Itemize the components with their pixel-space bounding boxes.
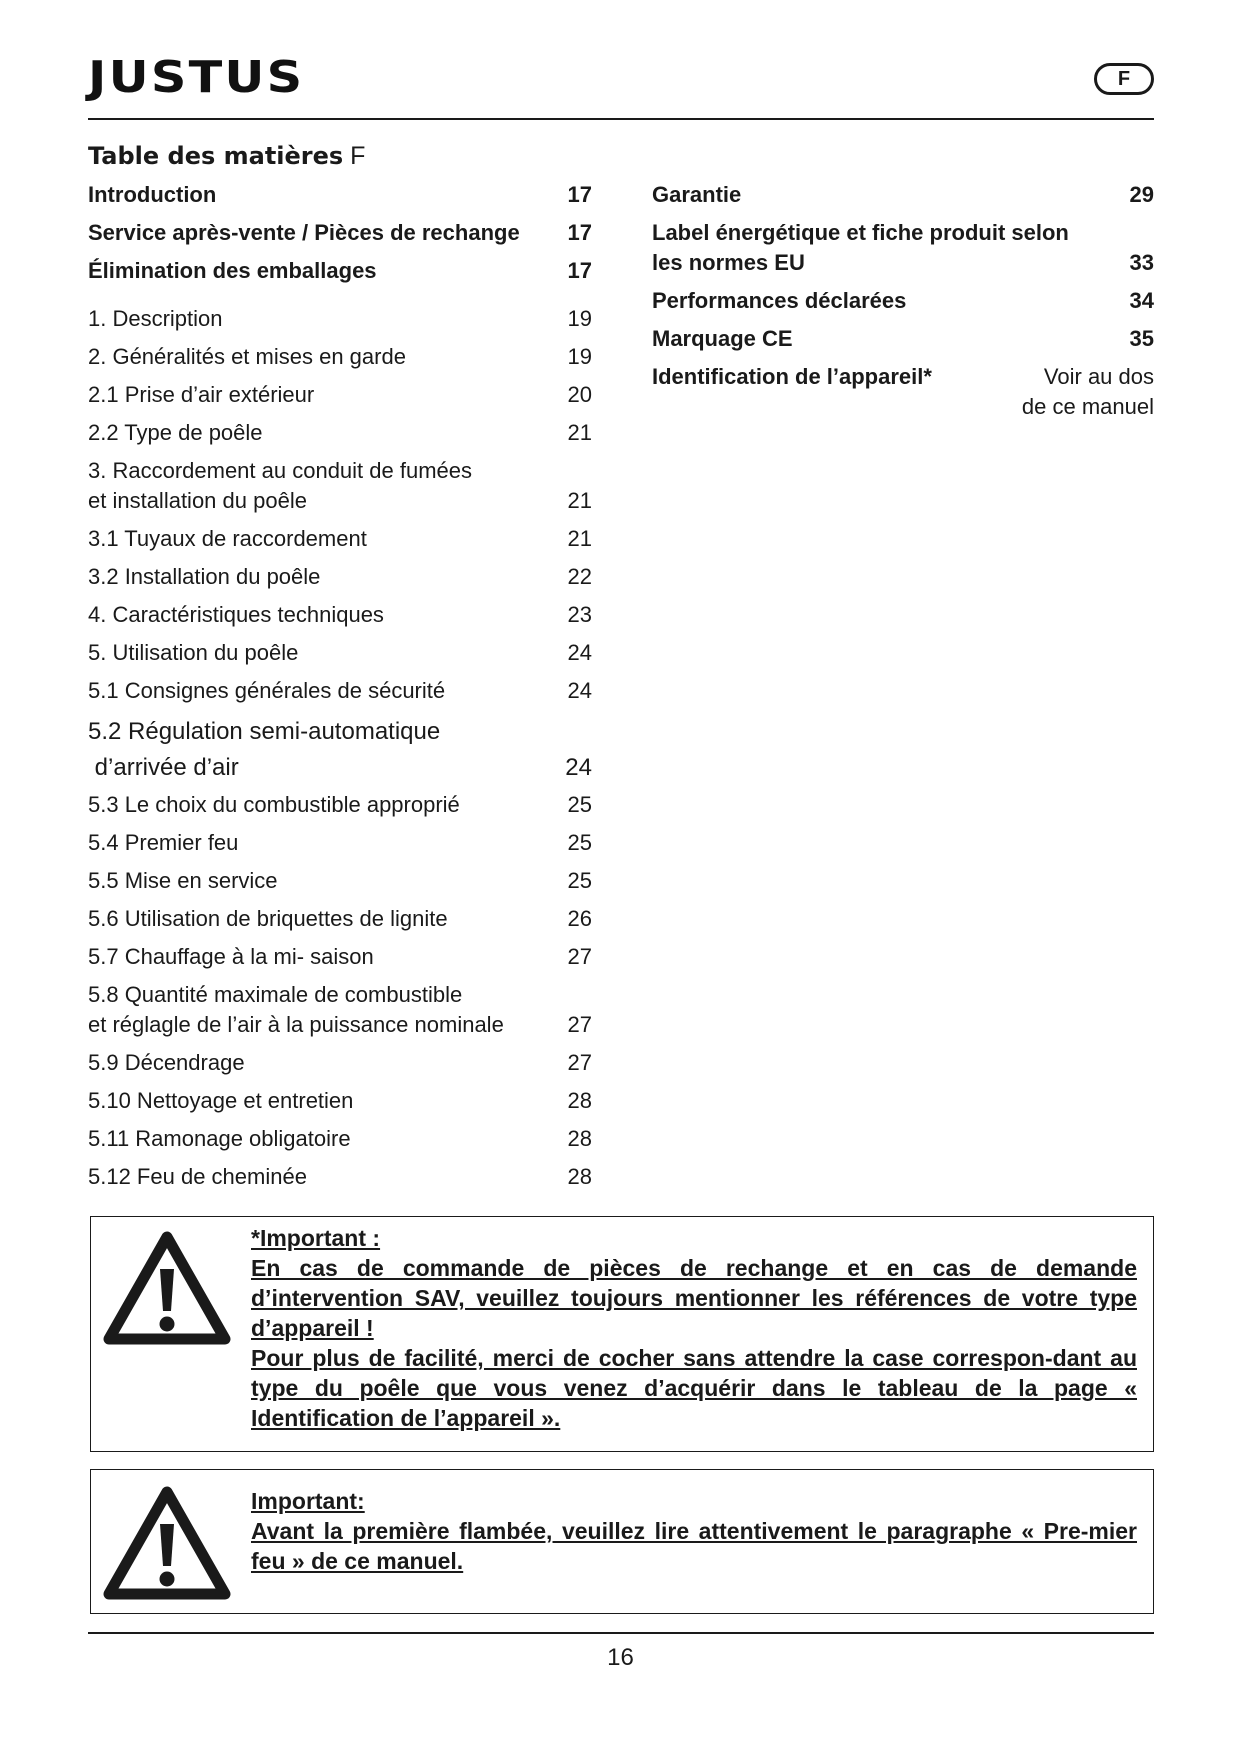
toc-entry-page [1012, 362, 1154, 422]
toc-entry-title: 2.2 Type de poêle [88, 420, 263, 445]
toc-entry-page: 28 [567, 1164, 592, 1189]
toc-entry-title: Service après-vente / Pièces de rechange [88, 220, 520, 245]
notice-heading: Important: [251, 1488, 365, 1514]
toc-entry-title-line1: 5.2 Régulation semi-automatique [88, 718, 441, 745]
toc-entry [88, 218, 592, 248]
toc-entry [88, 1162, 592, 1192]
toc-entry [88, 714, 592, 786]
toc-entry-title-line2: et installation du poêle [88, 488, 307, 513]
toc-entry-page: 34 [1129, 288, 1154, 313]
toc-entry [88, 942, 592, 972]
toc-entry [88, 1086, 592, 1116]
toc-entry-page-line2: de ce manuel [1021, 394, 1154, 419]
toc-entry-page: 25 [567, 868, 592, 893]
toc-entry-page: 21 [567, 420, 592, 445]
toc-entry-title: 5.3 Le choix du combustible approprié [88, 792, 460, 817]
toc-entry-title: 1. Description [88, 306, 223, 331]
toc-entry-title: 5.4 Premier feu [88, 830, 239, 855]
first-fire-notice-box [90, 1469, 1154, 1614]
toc-entry-page: 19 [567, 344, 592, 369]
toc-entry-title: 2. Généralités et mises en garde [88, 344, 406, 369]
header-rule [88, 118, 1154, 120]
toc-entry [88, 304, 592, 334]
toc-entry-page: 21 [567, 526, 592, 551]
toc-entry-title: Introduction [88, 182, 217, 207]
toc-entry-title-line1: 3. Raccordement au conduit de fumées [88, 458, 473, 483]
toc-entry-page: 17 [567, 182, 592, 207]
toc-entry-page: 24 [567, 678, 592, 703]
toc-entry-page: 28 [567, 1088, 592, 1113]
toc-heading-suffix: F [343, 142, 366, 170]
toc-entry [88, 256, 592, 286]
toc-entry-title-line2: et réglagle de l’air à la puissance nominale [88, 1012, 504, 1037]
toc-entry-page: 27 [567, 1012, 592, 1037]
toc-heading [88, 144, 365, 169]
toc-entry-title-line1: Label énergétique et fiche produit selon [652, 220, 1069, 245]
footer-rule [88, 1632, 1154, 1634]
toc-entry-title: Garantie [652, 182, 742, 207]
toc-entry [88, 980, 592, 1040]
toc-entry-title [652, 218, 1120, 278]
warning-triangle-icon [101, 1229, 233, 1347]
toc-entry-page: 28 [567, 1126, 592, 1151]
toc-entry-title: 5.6 Utilisation de briquettes de lignite [88, 906, 448, 931]
toc-entry-page: 24 [567, 640, 592, 665]
toc-entry [652, 180, 1154, 210]
page-number: 16 [607, 1644, 634, 1671]
toc-entry-page: 17 [567, 258, 592, 283]
toc-entry [88, 380, 592, 410]
toc-entry-title: 5.12 Feu de cheminée [88, 1164, 307, 1189]
toc-entry-title: Identification de l’appareil* [652, 364, 932, 389]
toc-entry-page: 26 [567, 906, 592, 931]
toc-entry-title: 5. Utilisation du poêle [88, 640, 299, 665]
toc-entry-title: Marquage CE [652, 326, 793, 351]
toc-entry [88, 1124, 592, 1154]
toc-entry-title: 5.7 Chauffage à la mi- saison [88, 944, 374, 969]
brand-logo: JUSTUS [88, 52, 305, 103]
toc-entry-title: 5.5 Mise en service [88, 868, 278, 893]
toc-entry [652, 218, 1154, 278]
toc-entry-page: 22 [567, 564, 592, 589]
toc-entry-title-line2: les normes EU [652, 250, 805, 275]
toc-entry [88, 342, 592, 372]
toc-entry-title [88, 714, 555, 786]
toc-entry-title: 5.10 Nettoyage et entretien [88, 1088, 354, 1113]
toc-entry-page: 21 [567, 488, 592, 513]
toc-left-column [88, 180, 592, 1200]
toc-entry [88, 676, 592, 706]
toc-entry-page: 24 [565, 754, 592, 781]
toc-entry [88, 638, 592, 668]
toc-entry-page-line1: Voir au dos [1043, 364, 1154, 389]
toc-entry [88, 180, 592, 210]
toc-entry-title: 5.1 Consignes générales de sécurité [88, 678, 446, 703]
toc-entry-page: 33 [1129, 250, 1154, 275]
toc-entry [88, 866, 592, 896]
toc-entry-page: 25 [567, 830, 592, 855]
toc-entry [652, 362, 1154, 422]
toc-entry [88, 456, 592, 516]
toc-entry-title-line2: d’arrivée d’air [88, 754, 239, 781]
warning-triangle-icon [101, 1484, 233, 1602]
toc-entry-page: 23 [567, 602, 592, 627]
toc-entry-page: 25 [567, 792, 592, 817]
toc-entry [88, 904, 592, 934]
notice-paragraph: Pour plus de facilité, merci de cocher sans attendre la case correspon-dant au type du poêle que vous venez d’acquérir dans le tableau de la page « Identification de l’appareil ». [251, 1345, 1137, 1431]
notice-heading: *Important : [251, 1225, 381, 1251]
language-badge: F [1094, 63, 1154, 95]
toc-entry-title: 5.9 Décendrage [88, 1050, 245, 1075]
toc-entry-title-line1: 5.8 Quantité maximale de combustible [88, 982, 463, 1007]
toc-entry-page: 20 [567, 382, 592, 407]
toc-entry-title: 2.1 Prise d’air extérieur [88, 382, 315, 407]
toc-entry [88, 790, 592, 820]
toc-entry [652, 286, 1154, 316]
toc-entry-title: 4. Caractéristiques techniques [88, 602, 384, 627]
toc-entry-page: 19 [567, 306, 592, 331]
important-notice-box [90, 1216, 1154, 1452]
toc-entry [652, 324, 1154, 354]
toc-entry-title: 3.2 Installation du poêle [88, 564, 321, 589]
toc-entry-page: 29 [1129, 182, 1154, 207]
toc-entry-page: 27 [567, 944, 592, 969]
toc-entry-title [88, 980, 558, 1040]
toc-entry [88, 524, 592, 554]
important-notice-text [251, 1223, 1137, 1433]
toc-right-column [652, 180, 1154, 430]
toc-entry-title: 5.11 Ramonage obligatoire [88, 1126, 351, 1151]
toc-entry-title: Performances déclarées [652, 288, 907, 313]
toc-heading-bold: Table des matières [88, 142, 344, 170]
toc-entry [88, 418, 592, 448]
notice-paragraph: En cas de commande de pièces de rechange et en cas de demande d’intervention SAV, veuillez toujours mentionner les références de votre type d’appareil ! [251, 1255, 1137, 1341]
first-fire-notice-text [251, 1486, 1137, 1576]
toc-entry [88, 1048, 592, 1078]
notice-paragraph: Avant la première flambée, veuillez lire attentivement le paragraphe « Pre-mier feu » de ce manuel. [251, 1518, 1137, 1574]
toc-entry-title: 3.1 Tuyaux de raccordement [88, 526, 367, 551]
toc-entry-page: 27 [567, 1050, 592, 1075]
toc-entry [88, 600, 592, 630]
toc-entry [88, 562, 592, 592]
toc-entry-title [88, 456, 558, 516]
toc-entry-page: 35 [1129, 326, 1154, 351]
toc-entry-title: Élimination des emballages [88, 258, 377, 283]
toc-entry [88, 828, 592, 858]
toc-entry-page: 17 [567, 220, 592, 245]
